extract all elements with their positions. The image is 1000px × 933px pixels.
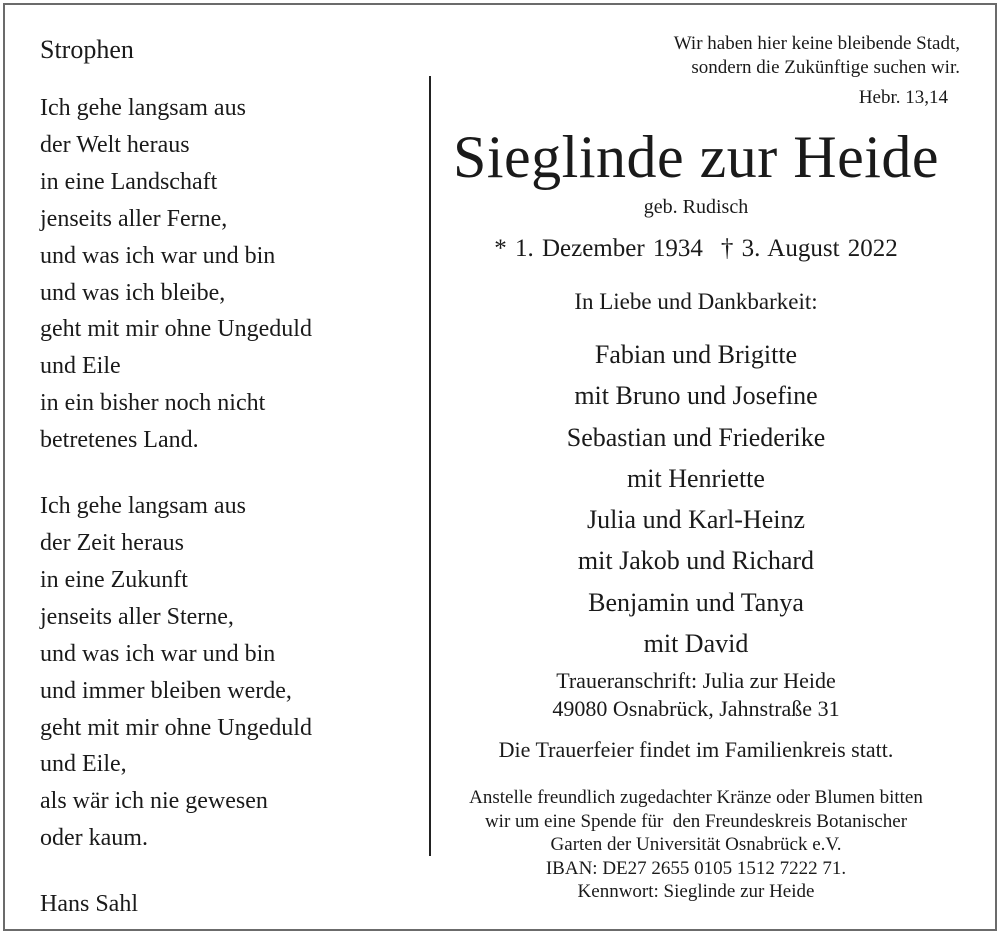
poem-line: und Eile, <box>40 751 127 778</box>
life-dates <box>432 232 960 266</box>
birth-date: * 1. Dezember 1934 <box>494 235 703 262</box>
poem-line: in eine Zukunft <box>40 566 188 593</box>
epigraph <box>432 32 960 110</box>
poem-line: und was ich bleibe, <box>40 279 226 306</box>
epigraph-line: sondern die Zukünftige suchen wir. <box>691 57 960 78</box>
poem-line: als wär ich nie gewesen <box>40 788 268 815</box>
poem-line: Ich gehe langsam aus <box>40 493 246 520</box>
poem-author: Hans Sahl <box>40 891 138 918</box>
poem-line: geht mit mir ohne Ungeduld <box>40 714 312 741</box>
poem-line: jenseits aller Sterne, <box>40 603 234 630</box>
poem-line: und immer bleiben werde, <box>40 677 292 704</box>
family-list <box>432 334 960 664</box>
epigraph-reference: Hebr. 13,14 <box>858 87 948 108</box>
poem-line: betretenes Land. <box>40 427 199 454</box>
poem-line: und Eile <box>40 353 121 380</box>
family-line: mit Jakob und Richard <box>577 546 815 576</box>
donation-line: Garten der Universität Osnabrück e.V. <box>550 834 842 855</box>
poem-line: in eine Landschaft <box>40 168 218 195</box>
poem-stanza-1 <box>40 90 410 459</box>
address-line: 49080 Osnabrück, Jahnstraße 31 <box>552 696 840 721</box>
maiden-name: geb. Rudisch <box>643 196 749 218</box>
poem-line: der Zeit heraus <box>40 529 184 556</box>
poem-line: oder kaum. <box>40 825 148 852</box>
family-line: mit Henriette <box>627 463 765 493</box>
family-line: Sebastian und Friederike <box>566 422 826 452</box>
ceremony-note: Die Trauerfeier findet im Familienkreis statt. <box>498 737 894 762</box>
poem-stanza-2 <box>40 488 410 857</box>
poem-line: geht mit mir ohne Ungeduld <box>40 316 312 343</box>
donation-line: IBAN: DE27 2655 0105 1512 7222 71. <box>545 857 847 879</box>
deceased-name: Sieglinde zur Heide <box>452 124 939 190</box>
poem-line: Ich gehe langsam aus <box>40 95 246 121</box>
poem-line: und was ich war und bin <box>40 242 276 269</box>
donation-line: Kennwort: Sieglinde zur Heide <box>577 881 815 902</box>
family-line: mit David <box>643 629 749 659</box>
epigraph-line: Wir haben hier keine bleibende Stadt, <box>673 33 960 54</box>
poem-line: und was ich war und bin <box>40 640 276 667</box>
donation-note <box>432 786 960 904</box>
poem-heading: Strophen <box>40 35 134 64</box>
poem-line: in ein bisher noch nicht <box>40 390 266 417</box>
death-date: † 3. August 2022 <box>720 235 898 262</box>
mourning-address <box>432 667 960 723</box>
poem-line: der Welt heraus <box>40 131 190 158</box>
poem-line: jenseits aller Ferne, <box>40 205 228 232</box>
family-line: mit Bruno und Josefine <box>574 381 818 411</box>
family-line: Julia und Karl-Heinz <box>586 505 806 535</box>
poem-column <box>40 34 410 922</box>
column-divider <box>429 76 431 856</box>
donation-line: wir um eine Spende für den Freundeskreis Botanischer <box>484 810 908 832</box>
donation-line: Anstelle freundlich zugedachter Kränze oder Blumen bitten <box>469 787 923 808</box>
family-line: Benjamin und Tanya <box>588 587 804 617</box>
dedication: In Liebe und Dankbarkeit: <box>574 289 818 314</box>
address-line: Traueranschrift: Julia zur Heide <box>556 668 836 693</box>
family-line: Fabian und Brigitte <box>594 340 798 369</box>
